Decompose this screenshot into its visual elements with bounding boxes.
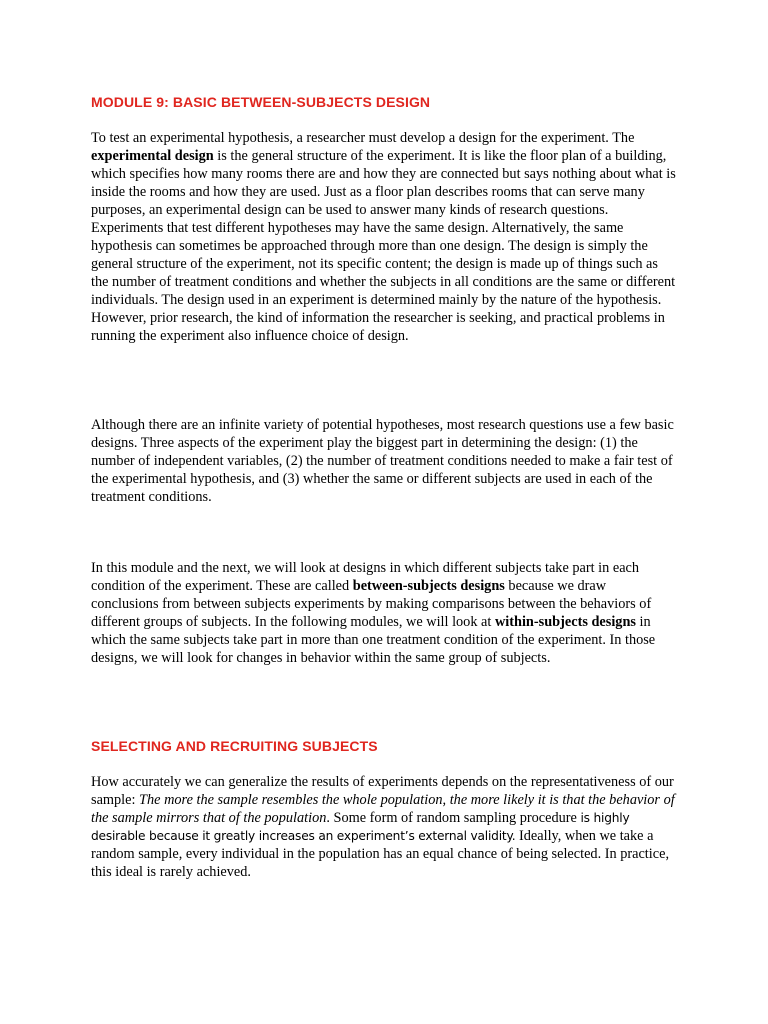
para1-text-1: To test an experimental hypothesis, a researcher must develop a design for the experiment. The [91, 130, 635, 146]
term-experimental-design: experimental design [91, 148, 214, 164]
term-within-subjects-designs: within-subjects designs [494, 614, 636, 630]
para4-sans-run: is highly desirable because it greatly increases an experiment’s external validity. [91, 811, 630, 843]
paragraph-experimental-design [91, 129, 677, 345]
para4-text-1: How accurately we can generalize the results of experiments depends on the representativeness of our sample: [91, 774, 674, 808]
para4-italic-statement: The more the sample resembles the whole population, the more likely it is that the behavior of the sample mirrors that of the population [91, 792, 675, 826]
para4-text-4: Ideally, when we take a random sample, every individual in the population has an equal chance of being selected. In practice, this ideal is rarely achieved. [91, 828, 670, 880]
para3-text-3: in which the same subjects take part in more than one treatment condition of the experiment. In those designs, we will look for changes in behavior within the same group of subjects. [91, 614, 656, 666]
module-heading: MODULE 9: BASIC BETWEEN-SUBJECTS DESIGN [91, 94, 431, 110]
term-between-subjects-designs: between-subjects designs [352, 578, 505, 594]
paragraph-basic-designs: Although there are an infinite variety of potential hypotheses, most research questions use a few basic designs. Three aspects of the experiment play the biggest part in determining the design: (1) the number of independent variables, (2) the number of treatment conditions needed to make a fair test of the experimental hypothesis, and (3) whether the same or different subjects are used in each of the treatment conditions. [91, 417, 674, 505]
para3-text-2: because we draw conclusions from between subjects experiments by making comparisons between the behaviors of different groups of subjects. In the following modules, we will look at [91, 578, 652, 630]
paragraph-sampling [91, 773, 677, 881]
para4-text-2: . Some form of random sampling procedure [326, 810, 581, 826]
para1-text-2: is the general structure of the experiment. It is like the floor plan of a building, which specifies how many rooms there are and how they are connected but says nothing about what is inside the rooms and how they are used. Just as a floor plan describes rooms that can serve many purposes, an experimental design can be used to answer many kinds of research questions. Experiments that test different hypotheses may have the same design. Alternatively, the same hypothesis can sometimes be approached through more than one design. The design is simply the general structure of the experiment, not its specific content; the design is made up of things such as the number of treatment conditions and whether the subjects in all conditions are the same or different individuals. The design used in an experiment is determined mainly by the nature of the hypothesis. However, prior research, the kind of information the researcher is seeking, and practical problems in running the experiment also influence choice of design. [91, 148, 676, 344]
paragraph-between-subjects [91, 559, 677, 667]
para3-text-1: In this module and the next, we will look at designs in which different subjects take part in each condition of the experiment. These are called [91, 560, 640, 594]
selecting-heading: SELECTING AND RECRUITING SUBJECTS [91, 738, 378, 754]
